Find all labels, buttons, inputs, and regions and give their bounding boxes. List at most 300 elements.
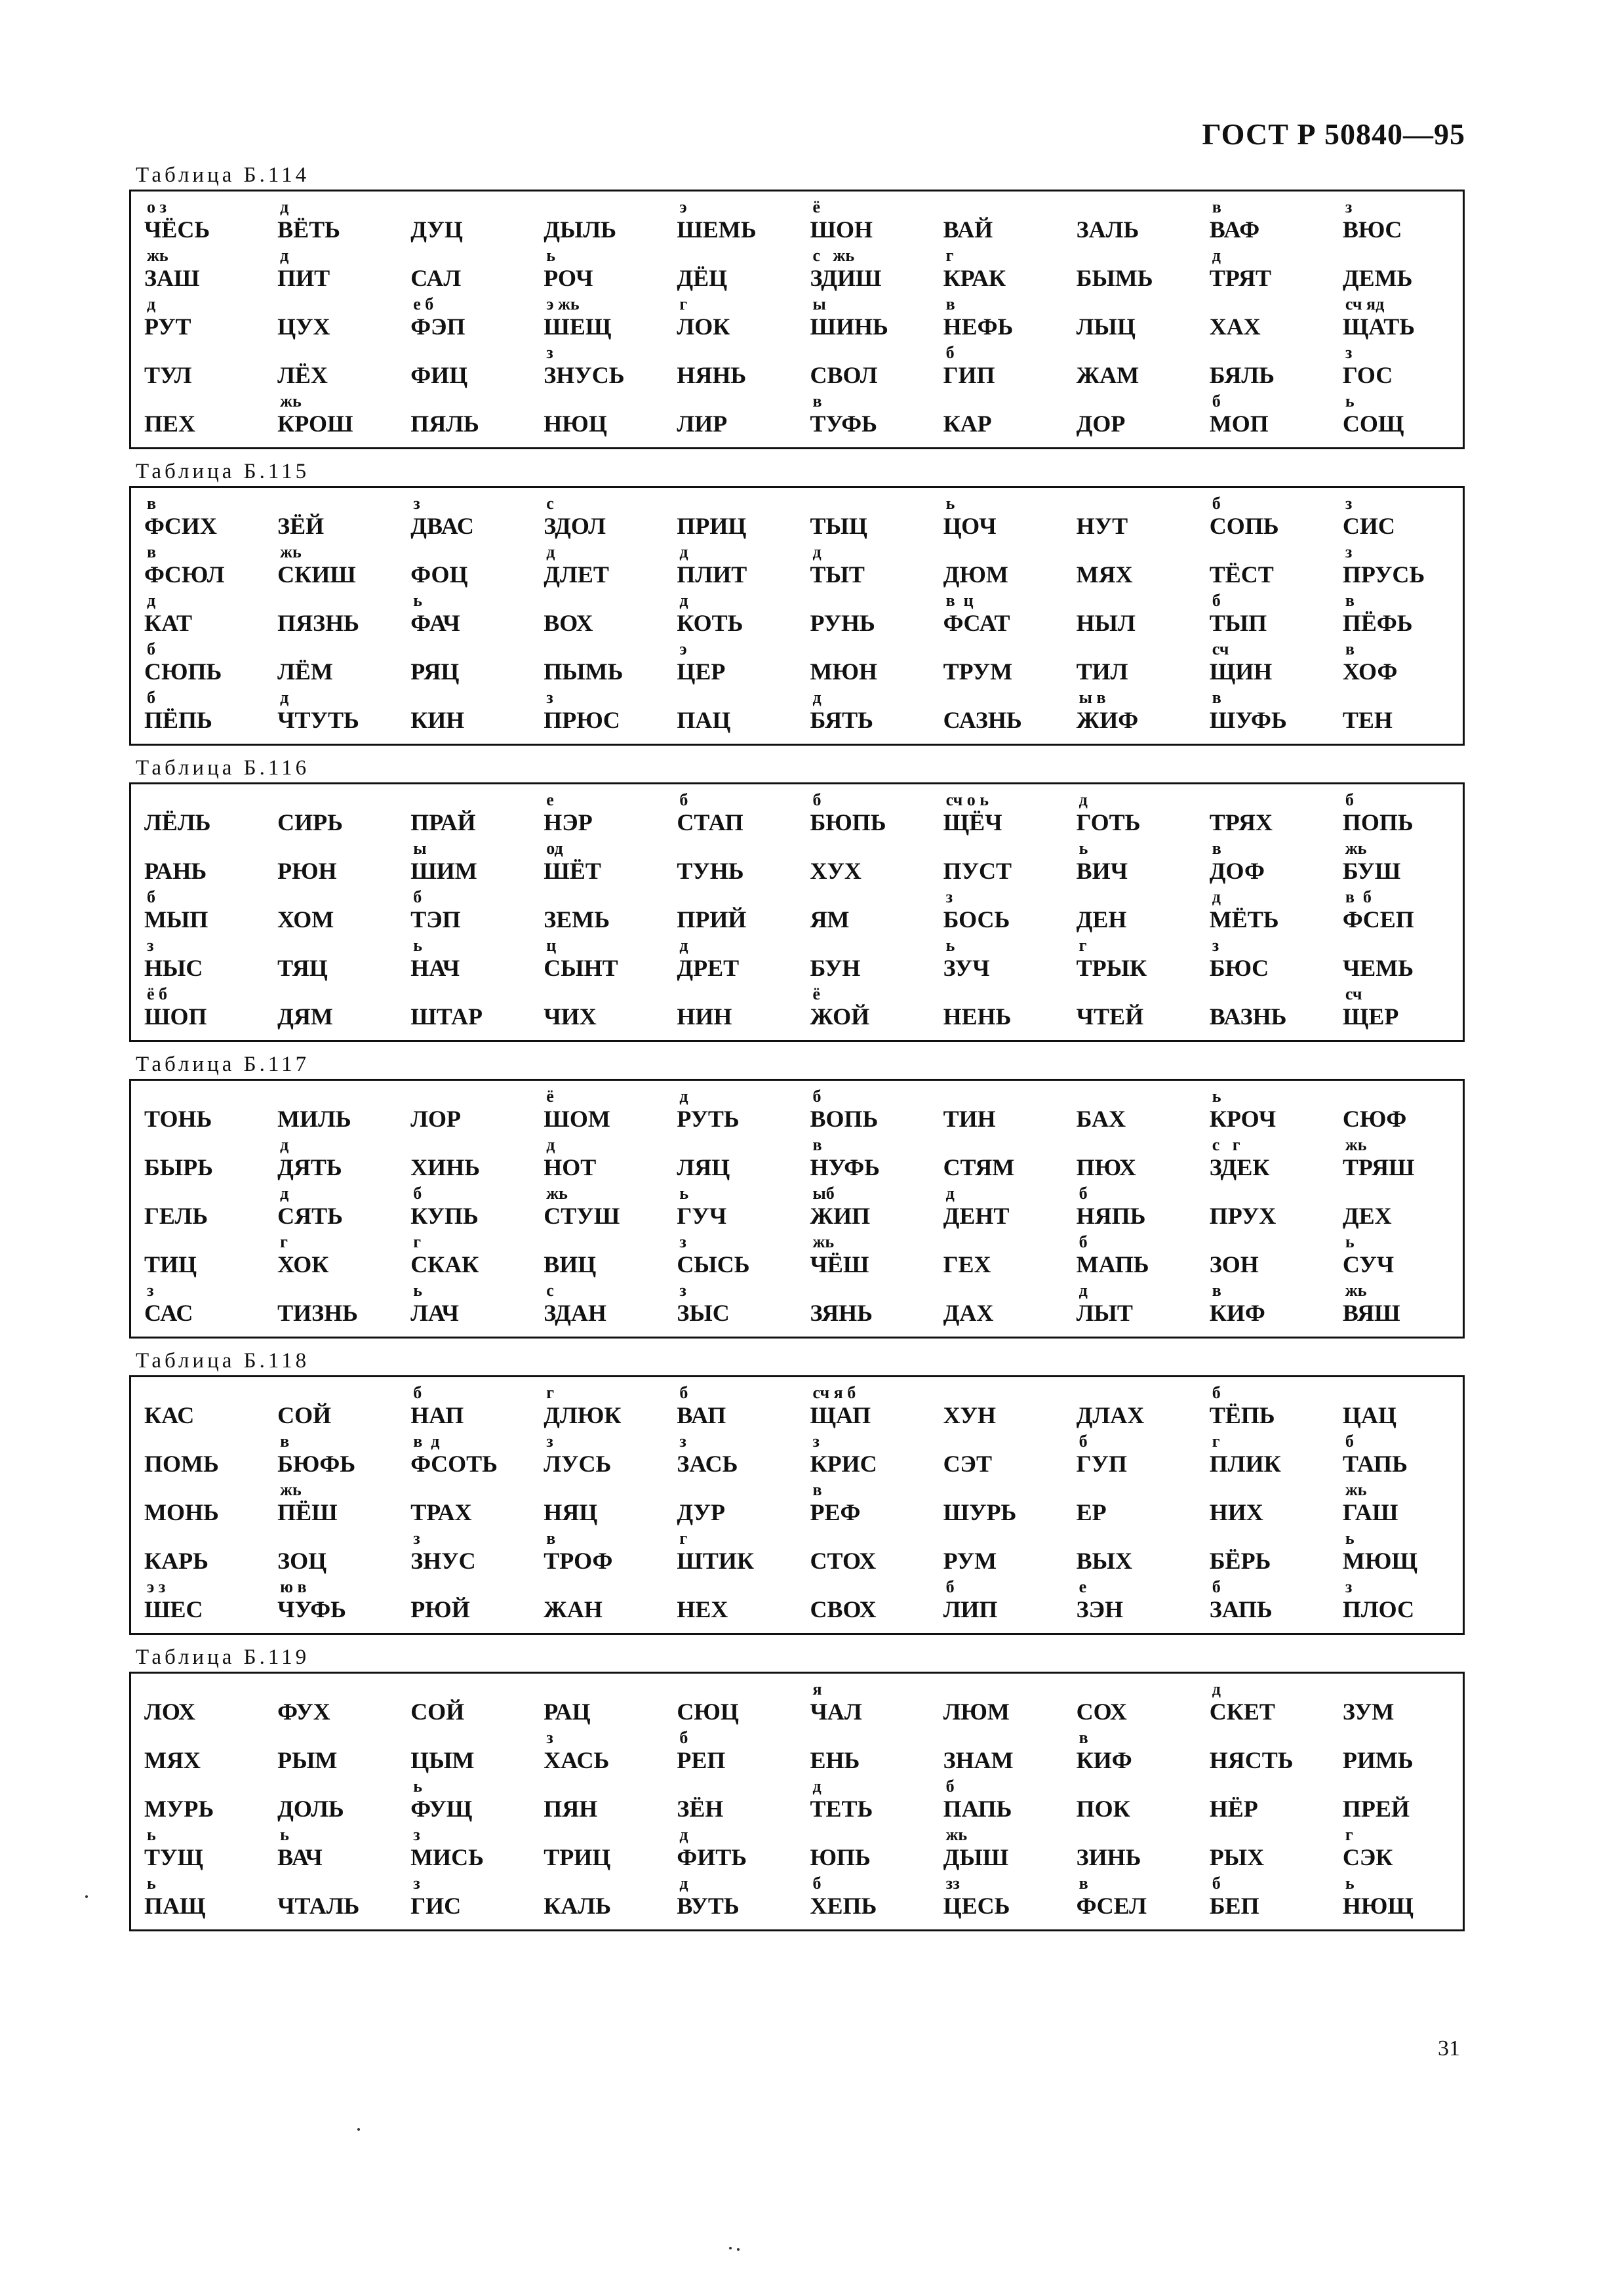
cell-word: ВУТЬ: [677, 1893, 740, 1919]
table-cell: [530, 1481, 663, 1529]
cell-marks: в: [812, 392, 822, 411]
cell-marks: ь: [147, 1825, 156, 1844]
cell-word: ЧЁСЬ: [144, 216, 210, 243]
cell-word: НИН: [677, 1003, 732, 1030]
table-cell: [1063, 1680, 1197, 1729]
table-cell: [131, 1680, 264, 1729]
cell-word: ТУНЬ: [677, 858, 744, 884]
cell-word: ЗАШ: [144, 265, 200, 291]
cell-marks: [277, 1874, 397, 1893]
cell-word: НЫЛ: [1076, 610, 1136, 636]
cell-marks: д: [280, 246, 289, 265]
table-cell: [264, 1184, 397, 1233]
cell-word: ДЛЮК: [544, 1402, 622, 1428]
table-cell: [264, 344, 397, 392]
cell-word: ПУСТ: [943, 858, 1012, 884]
table-cell: [397, 1777, 530, 1826]
cell-marks: [677, 1481, 797, 1499]
table-row: [131, 937, 1463, 985]
cell-word: ФСОТЬ: [410, 1451, 498, 1477]
table-cell: [797, 1233, 930, 1281]
table-cell: [930, 1874, 1063, 1923]
cell-word: ТРОФ: [544, 1548, 613, 1574]
table-cell: [797, 494, 930, 543]
cell-word: НЮЩ: [1342, 1893, 1414, 1919]
table-cell: [1063, 640, 1197, 689]
cell-word: РЫМ: [277, 1747, 338, 1773]
cell-word: ЗНУСЬ: [544, 362, 625, 388]
cell-marks: б: [413, 1383, 422, 1402]
table-cell: [797, 295, 930, 344]
cell-word: ШУРЬ: [943, 1499, 1017, 1525]
cell-marks: [544, 1874, 663, 1893]
table-cell: [1330, 985, 1463, 1034]
cell-marks: б: [147, 639, 155, 658]
cell-word: ТЁПЬ: [1209, 1402, 1275, 1428]
cell-word: НОТ: [544, 1154, 597, 1180]
cell-word: ЗУМ: [1342, 1699, 1395, 1725]
cell-marks: [1210, 344, 1330, 362]
table-cell: [264, 839, 397, 888]
table-cell: [1063, 247, 1197, 295]
cell-word: ФОЦ: [410, 561, 468, 588]
cell-marks: сч яд: [1345, 294, 1385, 313]
cell-marks: [277, 1777, 397, 1796]
table-cell: [131, 839, 264, 888]
table-cell: [930, 1432, 1063, 1481]
cell-word: ТРЯТ: [1209, 265, 1271, 291]
cell-word: РЯЦ: [410, 658, 460, 685]
cell-marks: [144, 1384, 264, 1402]
table-cell: [264, 1481, 397, 1529]
cell-word: ДЁЦ: [677, 265, 728, 291]
cell-word: КОТЬ: [677, 610, 743, 636]
cell-marks: г: [1345, 1825, 1353, 1844]
cell-word: ТУЩ: [144, 1844, 203, 1870]
cell-marks: сч: [1212, 639, 1229, 658]
cell-word: ДАХ: [943, 1300, 994, 1326]
cell-word: ХАСЬ: [544, 1747, 610, 1773]
table-cell: [797, 1729, 930, 1777]
cell-marks: [1077, 295, 1197, 313]
cell-marks: [144, 1481, 264, 1499]
table-cell: [930, 1826, 1063, 1874]
table-cell: [1330, 791, 1463, 839]
cell-marks: [1077, 592, 1197, 610]
cell-marks: [1210, 295, 1330, 313]
cell-word: РАЦ: [544, 1699, 591, 1725]
table-cell: [264, 640, 397, 689]
table-cell: [1063, 1136, 1197, 1184]
cell-marks: б: [945, 343, 955, 362]
cell-marks: [277, 1529, 397, 1548]
table-caption: Таблица Б.114: [136, 163, 310, 187]
cell-word: ВЫХ: [1076, 1548, 1133, 1574]
cell-marks: [1077, 1136, 1197, 1154]
table-cell: [663, 1136, 797, 1184]
cell-word: ХАХ: [1209, 313, 1261, 340]
table-cell: [930, 1136, 1063, 1184]
table-cell: [1330, 494, 1463, 543]
cell-word: МЫП: [144, 906, 208, 933]
cell-word: НЯПЬ: [1076, 1203, 1146, 1229]
table-row: [131, 1680, 1463, 1729]
table-cell: [264, 1826, 397, 1874]
table-cell: [930, 1281, 1063, 1330]
cell-marks: [943, 1481, 1063, 1499]
cell-word: ПЁШ: [277, 1499, 338, 1525]
cell-marks: [677, 392, 797, 411]
cell-marks: [677, 1777, 797, 1796]
table-cell: [1330, 1432, 1463, 1481]
table-cell: [1330, 543, 1463, 592]
table-cell: [530, 1777, 663, 1826]
cell-marks: [943, 1281, 1063, 1300]
cell-marks: [544, 640, 663, 658]
cell-marks: [1210, 1233, 1330, 1251]
cell-word: ПРУСЬ: [1342, 561, 1425, 588]
table-cell: [264, 247, 397, 295]
cell-marks: [1210, 1826, 1330, 1844]
cell-marks: [144, 1529, 264, 1548]
cell-marks: [277, 295, 397, 313]
cell-word: ШОМ: [544, 1106, 610, 1132]
table-cell: [1197, 247, 1330, 295]
cell-marks: сч я б: [812, 1383, 856, 1402]
table-cell: [663, 1826, 797, 1874]
table-cell: [264, 1578, 397, 1626]
cell-marks: [943, 640, 1063, 658]
cell-word: ФСИХ: [144, 513, 217, 539]
cell-word: СЫНТ: [544, 955, 618, 981]
cell-word: ЛЮМ: [943, 1699, 1010, 1725]
cell-word: БЮС: [1209, 955, 1269, 981]
cell-word: ХЕПЬ: [810, 1893, 877, 1919]
cell-marks: з: [546, 1432, 553, 1451]
cell-marks: б: [1212, 494, 1221, 513]
cell-word: ТРАХ: [410, 1499, 472, 1525]
table-cell: [930, 1729, 1063, 1777]
table-cell: [1063, 344, 1197, 392]
cell-marks: [1343, 1384, 1463, 1402]
table-cell: [131, 1874, 264, 1923]
cell-marks: ь: [1212, 1087, 1221, 1106]
cell-marks: [1210, 543, 1330, 561]
cell-word: КРАК: [943, 265, 1006, 291]
cell-marks: б: [679, 790, 688, 809]
table-cell: [1197, 1233, 1330, 1281]
cell-word: КРОШ: [277, 411, 353, 437]
table-cell: [797, 1826, 930, 1874]
table-cell: [1330, 198, 1463, 247]
table-cell: [663, 1777, 797, 1826]
cell-marks: г: [679, 1529, 688, 1548]
cell-marks: [544, 1826, 663, 1844]
table-cell: [663, 1384, 797, 1432]
cell-word: ДОФ: [1209, 858, 1265, 884]
cell-marks: д: [147, 591, 156, 610]
cell-marks: з: [546, 343, 553, 362]
cell-marks: в: [280, 1432, 290, 1451]
tables-container: [129, 161, 1465, 1939]
cell-word: ХОМ: [277, 906, 334, 933]
cell-marks: жь: [1345, 1135, 1367, 1154]
cell-word: ШОП: [144, 1003, 207, 1030]
cell-word: ТАПЬ: [1342, 1451, 1408, 1477]
page-number: 31: [1438, 2036, 1460, 2061]
table-cell: [930, 247, 1063, 295]
cell-word: ДЕМЬ: [1342, 265, 1413, 291]
cell-word: ПАЩ: [144, 1893, 206, 1919]
table-cell: [930, 344, 1063, 392]
word-table: [129, 1050, 1465, 1339]
table-cell: [131, 494, 264, 543]
table-cell: [131, 1384, 264, 1432]
cell-marks: з: [1212, 936, 1219, 955]
table-cell: [131, 1087, 264, 1136]
cell-word: ПРИЙ: [677, 906, 747, 933]
cell-marks: сч: [1345, 984, 1362, 1003]
table-cell: [397, 1729, 530, 1777]
cell-marks: б: [1345, 1432, 1354, 1451]
cell-word: БЫРЬ: [144, 1154, 213, 1180]
cell-word: ПИТ: [277, 265, 330, 291]
cell-word: НУТ: [1076, 513, 1128, 539]
table-cell: [1063, 1578, 1197, 1626]
table-cell: [397, 937, 530, 985]
cell-word: ПЮХ: [1076, 1154, 1136, 1180]
table-cell: [1197, 1729, 1330, 1777]
cell-word: СЫСЬ: [677, 1251, 750, 1278]
cell-marks: [1077, 1777, 1197, 1796]
table-cell: [663, 198, 797, 247]
cell-marks: е: [1079, 1577, 1087, 1596]
table-row: [131, 1233, 1463, 1281]
table-cell: [1197, 1529, 1330, 1578]
cell-marks: [144, 1432, 264, 1451]
cell-word: ЛЁМ: [277, 658, 333, 685]
cell-marks: [677, 494, 797, 513]
cell-word: КРОЧ: [1209, 1106, 1277, 1132]
cell-marks: [943, 1680, 1063, 1699]
cell-word: ЛЫЦ: [1076, 313, 1136, 340]
table-cell: [797, 839, 930, 888]
cell-word: РОЧ: [544, 265, 593, 291]
cell-marks: [544, 392, 663, 411]
cell-word: БЫМЬ: [1076, 265, 1153, 291]
table-cell: [1330, 592, 1463, 640]
table-cell: [1197, 985, 1330, 1034]
cell-marks: [144, 791, 264, 809]
table-cell: [930, 1384, 1063, 1432]
cell-marks: д: [679, 1825, 688, 1844]
table-cell: [131, 1233, 264, 1281]
cell-word: ХОК: [277, 1251, 329, 1278]
table-cell: [530, 1087, 663, 1136]
cell-marks: ё б: [147, 984, 168, 1003]
table-row: [131, 1777, 1463, 1826]
table-cell: [797, 888, 930, 937]
cell-word: ЩЁЧ: [943, 809, 1002, 836]
cell-word: ХОФ: [1342, 658, 1398, 685]
cell-marks: [277, 592, 397, 610]
cell-marks: г: [945, 246, 954, 265]
table-cell: [397, 247, 530, 295]
cell-word: ШЕМЬ: [677, 216, 757, 243]
table-cell: [131, 592, 264, 640]
table-box: [129, 486, 1465, 746]
cell-word: ЗДЕК: [1209, 1154, 1270, 1180]
cell-marks: [677, 839, 797, 858]
table-cell: [1063, 1087, 1197, 1136]
table-row: [131, 689, 1463, 737]
cell-marks: ы: [812, 294, 826, 313]
table-cell: [264, 494, 397, 543]
cell-marks: в: [1212, 197, 1221, 216]
cell-marks: е б: [413, 294, 434, 313]
cell-marks: [810, 1529, 930, 1548]
document-header: ГОСТ Р 50840—95: [1202, 117, 1465, 151]
cell-word: ЗОЦ: [277, 1548, 327, 1574]
cell-marks: д: [812, 1777, 822, 1796]
cell-marks: [1077, 392, 1197, 411]
cell-word: ШИМ: [410, 858, 477, 884]
cell-word: ШТИК: [677, 1548, 755, 1574]
table-caption: Таблица Б.118: [136, 1349, 310, 1373]
table-cell: [530, 888, 663, 937]
cell-word: СЮПЬ: [144, 658, 222, 685]
table-cell: [663, 1233, 797, 1281]
cell-word: ТИЛ: [1076, 658, 1128, 685]
cell-word: ГУЧ: [677, 1203, 727, 1229]
cell-marks: [1210, 1529, 1330, 1548]
table-cell: [797, 1874, 930, 1923]
cell-marks: з: [679, 1432, 686, 1451]
cell-word: ФИЦ: [410, 362, 468, 388]
cell-word: МОП: [1209, 411, 1269, 437]
cell-word: ТЕН: [1342, 707, 1393, 733]
cell-marks: я: [812, 1680, 822, 1699]
table-cell: [397, 1481, 530, 1529]
cell-marks: з: [413, 1825, 420, 1844]
table-cell: [264, 1432, 397, 1481]
table-caption: Таблица Б.117: [136, 1053, 310, 1076]
table-cell: [1197, 1481, 1330, 1529]
table-cell: [1197, 392, 1330, 441]
cell-word: КАЛЬ: [544, 1893, 612, 1919]
table-cell: [264, 1874, 397, 1923]
cell-word: МЁТЬ: [1209, 906, 1279, 933]
cell-word: СИРЬ: [277, 809, 343, 836]
table-cell: [397, 344, 530, 392]
cell-word: ПРУХ: [1209, 1203, 1277, 1229]
cell-marks: в: [812, 1480, 822, 1499]
table-cell: [397, 543, 530, 592]
cell-marks: б: [147, 688, 155, 707]
table-cell: [131, 247, 264, 295]
cell-word: ЛОХ: [144, 1699, 196, 1725]
table-cell: [397, 1529, 530, 1578]
table-cell: [397, 689, 530, 737]
cell-marks: жь: [280, 542, 302, 561]
cell-word: ЗЫС: [677, 1300, 730, 1326]
table-cell: [1197, 839, 1330, 888]
cell-marks: э: [679, 639, 687, 658]
cell-word: ТИН: [943, 1106, 996, 1132]
cell-word: ПЛОС: [1342, 1596, 1415, 1622]
cell-marks: [410, 198, 530, 216]
cell-word: ХУХ: [810, 858, 862, 884]
cell-word: ЩАТЬ: [1342, 313, 1416, 340]
cell-marks: [144, 1680, 264, 1699]
table-row: [131, 1087, 1463, 1136]
cell-marks: [410, 344, 530, 362]
cell-marks: [410, 1680, 530, 1699]
cell-word: ФСЕП: [1342, 906, 1414, 933]
table-cell: [530, 1826, 663, 1874]
cell-word: ГИС: [410, 1893, 462, 1919]
cell-word: ЗАСЬ: [677, 1451, 738, 1477]
table-cell: [131, 1729, 264, 1777]
table-cell: [930, 392, 1063, 441]
cell-word: ВАФ: [1209, 216, 1260, 243]
cell-word: ГОС: [1342, 362, 1393, 388]
cell-word: РЫХ: [1209, 1844, 1265, 1870]
table-cell: [530, 985, 663, 1034]
cell-marks: [943, 985, 1063, 1003]
cell-marks: [544, 985, 663, 1003]
table-cell: [1197, 1184, 1330, 1233]
cell-marks: [943, 1087, 1063, 1106]
cell-marks: [810, 640, 930, 658]
cell-marks: з: [413, 1874, 420, 1893]
cell-word: ЗНУС: [410, 1548, 476, 1574]
table-cell: [930, 1777, 1063, 1826]
cell-marks: [277, 1281, 397, 1300]
table-cell: [397, 494, 530, 543]
table-cell: [1197, 1087, 1330, 1136]
table-cell: [930, 937, 1063, 985]
table-cell: [1330, 1384, 1463, 1432]
cell-marks: [1077, 1481, 1197, 1499]
cell-word: БЮПЬ: [810, 809, 886, 836]
table-cell: [1330, 1826, 1463, 1874]
cell-marks: ь: [945, 936, 955, 955]
cell-word: ТРЯХ: [1209, 809, 1273, 836]
cell-word: ДЯМ: [277, 1003, 333, 1030]
cell-word: ФУХ: [277, 1699, 330, 1725]
table-cell: [530, 198, 663, 247]
cell-word: ТРЯШ: [1342, 1154, 1415, 1180]
cell-word: ЛИП: [943, 1596, 998, 1622]
cell-marks: [144, 1184, 264, 1203]
cell-marks: ь: [413, 1777, 422, 1796]
table-cell: [397, 592, 530, 640]
cell-word: ЦОЧ: [943, 513, 997, 539]
cell-word: ДУЦ: [410, 216, 463, 243]
cell-marks: в б: [1345, 887, 1372, 906]
table-cell: [1330, 1680, 1463, 1729]
table-cell: [663, 1281, 797, 1330]
cell-marks: с г: [1212, 1135, 1240, 1154]
cell-word: ЛЁЛЬ: [144, 809, 211, 836]
cell-word: ПЁПЬ: [144, 707, 212, 733]
cell-word: ДЛЕТ: [544, 561, 609, 588]
cell-word: ЖОЙ: [810, 1003, 870, 1030]
cell-word: ПЯН: [544, 1796, 598, 1822]
cell-marks: [277, 839, 397, 858]
table-cell: [264, 1729, 397, 1777]
